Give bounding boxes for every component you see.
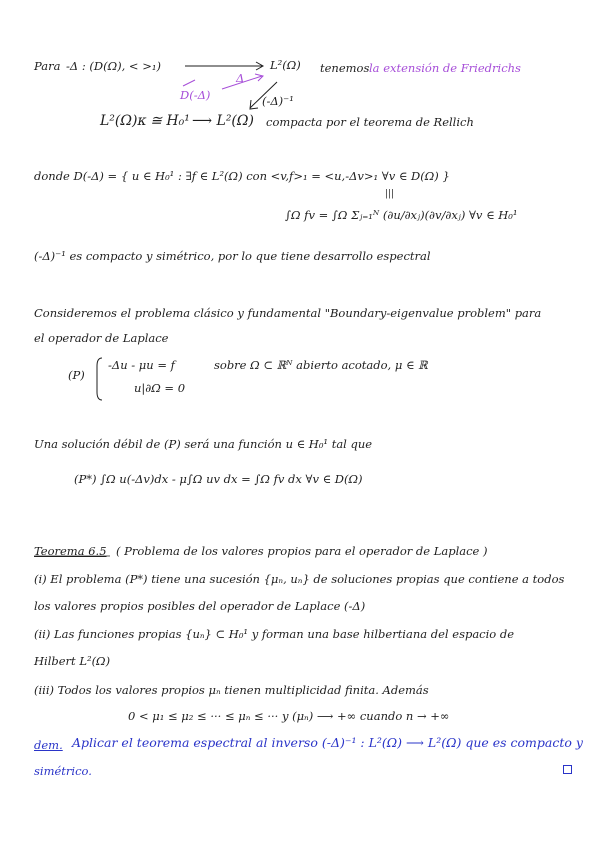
theorem-subtitle: ( Problema de los valores propios para el operador de Laplace ) [116, 544, 488, 558]
theorem-title: Teorema 6.5 [34, 544, 107, 558]
compact-embedding: ⟶ L²(Ω) [192, 113, 254, 129]
tenemos-word: tenemos [320, 61, 370, 75]
l2-k-iso: L²(Ω)ᴋ ≅ H₀¹ [100, 113, 190, 129]
problem-label: (P) [68, 368, 85, 382]
problem-intro-line2: el operador de Laplace [34, 331, 169, 345]
theorem-item-iii: (iii) Todos los valores propios μₙ tienen multiplicidad finita. Además [34, 683, 429, 697]
pde-equation: -Δu - μu = f [108, 358, 175, 372]
domain-label: D(-Δ) [180, 88, 211, 102]
equiv-marks: ||| [385, 189, 395, 199]
problem-intro-line1: Consideremos el problema clásico y fundamental "Boundary-eigenvalue problem" para [34, 306, 542, 320]
theorem-item-ii-cont: Hilbert L²(Ω) [34, 654, 111, 668]
delta-label: Δ [236, 71, 245, 85]
system-brace [97, 358, 102, 400]
eigenvalue-ordering: 0 < μ₁ ≤ μ₂ ≤ ··· ≤ μₙ ≤ ··· y (μₙ) ⟶ +∞ cuando n → +∞ [128, 709, 450, 723]
operator-def: -Δ : (D(Ω), < >₁) [66, 59, 161, 73]
l2-target: L²(Ω) [270, 58, 301, 72]
compact-symmetric-line: (-Δ)⁻¹ es compacto y simétrico, por lo que tiene desarrollo espectral [34, 249, 431, 263]
boundary-condition: u|∂Ω = 0 [134, 381, 186, 395]
para-word: Para [34, 59, 61, 73]
weak-form-identity: ∫Ω fv = ∫Ω Σⱼ₌₁ᴺ (∂u/∂xⱼ)(∂v/∂xⱼ) ∀v ∈ H₀¹ [285, 208, 518, 222]
rellich-text: compacta por el teorema de Rellich [266, 115, 474, 129]
proof-text-cont: simétrico. [34, 764, 92, 778]
inverse-label: (-Δ)⁻¹ [262, 94, 294, 108]
domain-conditions: sobre Ω ⊂ ℝᴺ abierto acotado, μ ∈ ℝ [214, 358, 428, 372]
weak-solution-line: Una solución débil de (P) será una función u ∈ H₀¹ tal que [34, 437, 373, 451]
qed-square-icon [563, 765, 572, 774]
friedrichs-extension: la extensión de Friedrichs [369, 61, 521, 75]
proof-text: Aplicar el teorema espectral al inverso (-Δ)⁻¹ : L²(Ω) ⟶ L²(Ω) que es compacto y [72, 735, 583, 750]
theorem-item-i-cont: los valores propios posibles del operador de Laplace (-Δ) [34, 599, 366, 613]
proof-label: dem. [34, 738, 63, 752]
domain-definition: donde D(-Δ) = { u ∈ H₀¹ : ∃f ∈ L²(Ω) con <v,f>₁ = <u,-Δv>₁ ∀v ∈ D(Ω) } [34, 169, 450, 183]
theorem-item-ii: (ii) Las funciones propias {uₙ} ⊂ H₀¹ y forman una base hilbertiana del espacio de [34, 627, 515, 641]
weak-formulation: (P*) ∫Ω u(-Δv)dx - μ∫Ω uv dx = ∫Ω fv dx ∀v ∈ D(Ω) [74, 472, 363, 486]
theorem-item-i: (i) El problema (P*) tiene una sucesión {μₙ, uₙ} de soluciones propias que contiene a todos [34, 572, 565, 586]
